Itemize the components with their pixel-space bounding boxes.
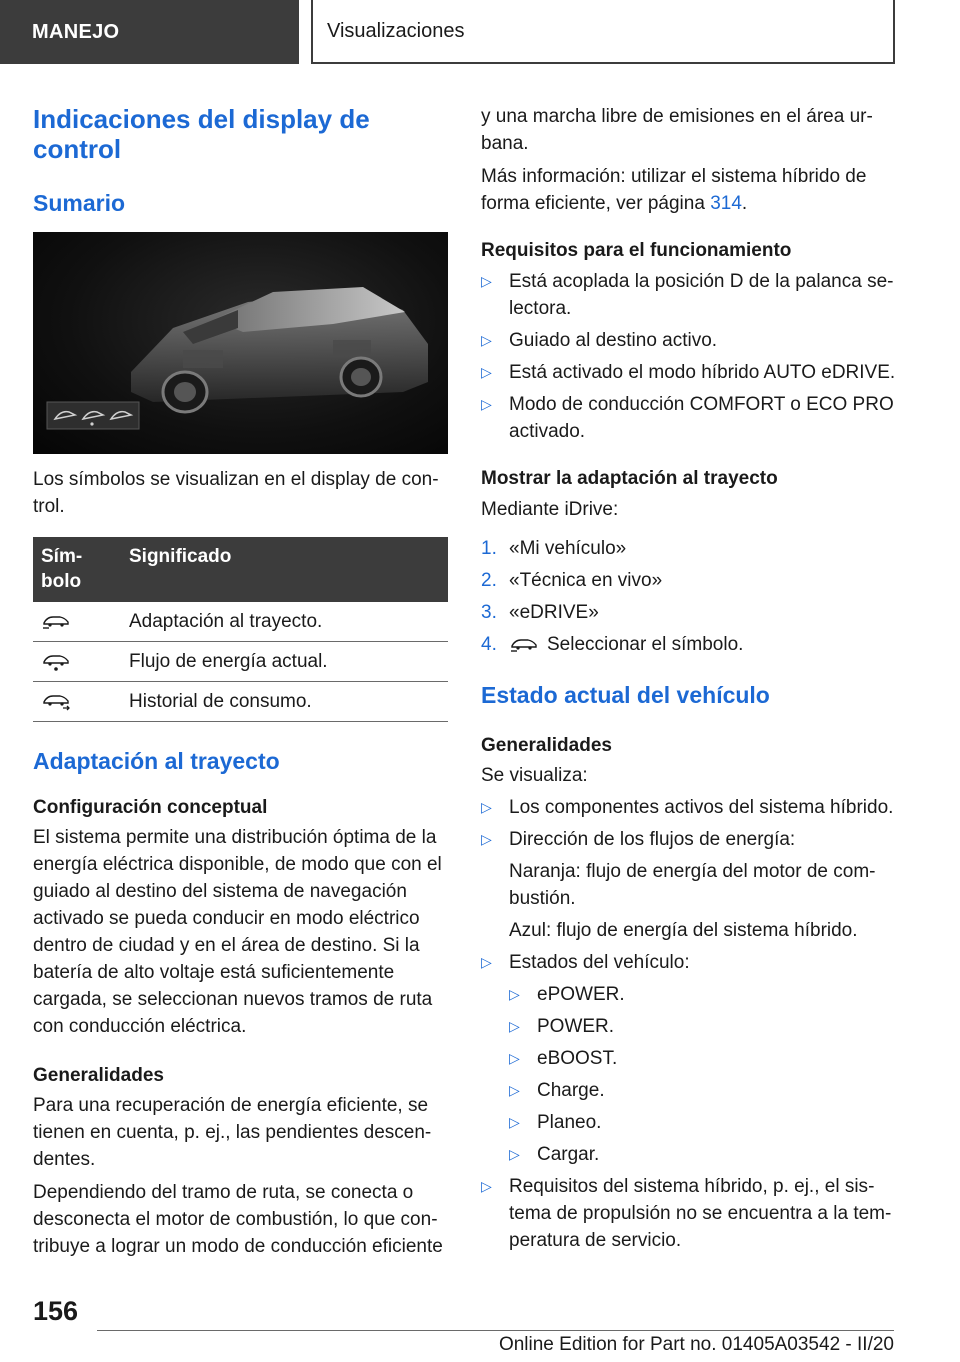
table-row bbox=[33, 642, 448, 682]
page-title: Indicaciones del display de control bbox=[33, 104, 370, 164]
list-item: ▷ Charge. bbox=[509, 1077, 901, 1104]
status-list bbox=[481, 794, 901, 1254]
table-header-row bbox=[33, 537, 448, 602]
adaptation-heading: Adaptación al trayecto bbox=[33, 748, 280, 774]
row-meaning: Historial de consumo. bbox=[121, 682, 448, 722]
consumption-history-icon bbox=[41, 693, 71, 711]
states-list bbox=[509, 981, 901, 1168]
list-item: ▷ Está acoplada la posición D de la palanca selectora. bbox=[481, 268, 901, 322]
table-row bbox=[33, 682, 448, 722]
section-tab bbox=[0, 0, 299, 64]
car-illustration-icon bbox=[33, 232, 448, 454]
flow-blue: Azul: flujo de energía del sistema híbrido. bbox=[509, 920, 858, 941]
page-number: 156 bbox=[33, 1296, 79, 1326]
page-link[interactable]: 314 bbox=[710, 193, 742, 214]
list-item: ▷ Guiado al destino activo. bbox=[481, 327, 901, 354]
chapter-tab bbox=[311, 0, 895, 64]
table-row bbox=[33, 602, 448, 642]
row-meaning: Adaptación al trayecto. bbox=[121, 602, 448, 642]
energy-flow-icon bbox=[41, 653, 71, 671]
list-item: 4. Seleccionar el símbolo. bbox=[481, 634, 744, 655]
right-column bbox=[481, 103, 901, 1254]
list-item: ▷ Estados del vehículo: ▷ ePOWER. ▷ POWER. ▷ eBOOST. ▷ Charge. ▷ Planeo. ▷ Cargar. bbox=[481, 949, 901, 1168]
list-item: ▷ Modo de conducción COMFORT o ECO PRO activado. bbox=[481, 391, 901, 445]
section-title: MANEJO bbox=[32, 21, 120, 43]
status-intro: Se visualiza: bbox=[481, 765, 588, 786]
general-text-2: Dependiendo del tramo de ruta, se conecta o desconecta el motor de combustión, lo que contribuye a lograr un modo de conducción eficiente bbox=[33, 1182, 443, 1257]
status-heading: Estado actual del vehículo bbox=[481, 682, 770, 708]
general-heading: Generalidades bbox=[33, 1065, 164, 1086]
row-meaning: Flujo de energía actual. bbox=[121, 642, 448, 682]
column-header-meaning: Significado bbox=[121, 537, 448, 602]
steps-list bbox=[481, 535, 901, 658]
left-column bbox=[33, 100, 448, 1260]
show-intro: Mediante iDrive: bbox=[481, 499, 619, 520]
continued-text: y una marcha libre de emisiones en el área urbana. bbox=[481, 106, 873, 154]
list-item: ▷ eBOOST. bbox=[509, 1045, 901, 1072]
summary-heading: Sumario bbox=[33, 190, 126, 216]
chapter-title: Visualizaciones bbox=[327, 20, 465, 42]
list-item: ▷ Está activado el modo híbrido AUTO eDRIVE. bbox=[481, 359, 901, 386]
list-item: ▷ ePOWER. bbox=[509, 981, 901, 1008]
concept-text: El sistema permite una distribución óptima de la energía eléctrica disponible, de modo que con el guiado al destino del sistema de navegación activado se pueda conducir en modo eléctrico dentro de ciudad y en el área de destino. Si la batería de alto voltaje está suficientemente cargada, se seleccionan nuevos tramos de ruta con conducción eléctrica. bbox=[33, 827, 442, 1037]
general-text-1: Para una recuperación de energía eficiente, se tienen en cuenta, p. ej., las pendientes descendentes. bbox=[33, 1095, 432, 1170]
list-item: ▷ POWER. bbox=[509, 1013, 901, 1040]
column-header-symbol: Símbolo bbox=[33, 537, 121, 602]
list-item: 3. «eDRIVE» bbox=[481, 602, 599, 623]
photo-caption: Los símbolos se visualizan en el display de control. bbox=[33, 469, 439, 517]
requirements-heading: Requisitos para el funcionamiento bbox=[481, 240, 792, 261]
concept-heading: Configuración conceptual bbox=[33, 797, 268, 818]
edition-line: Online Edition for Part no. 01405A03542 - II/20 bbox=[498, 1334, 894, 1355]
route-adaptation-icon bbox=[41, 614, 71, 630]
list-item: ▷ Cargar. bbox=[509, 1141, 901, 1168]
list-item: ▷ Dirección de los flujos de energía: Naranja: flujo de energía del motor de combustión. Azul: flujo de energía del sistema híbrido. bbox=[481, 826, 901, 944]
list-item: ▷ Los componentes activos del sistema híbrido. bbox=[481, 794, 901, 821]
status-general-heading: Generalidades bbox=[481, 735, 612, 756]
flow-orange: Naranja: flujo de energía del motor de combustión. bbox=[509, 861, 876, 909]
list-item: ▷ Requisitos del sistema híbrido, p. ej., el sistema de propulsión no se encuentra a la temperatura de servicio. bbox=[481, 1173, 901, 1254]
route-adaptation-icon bbox=[509, 637, 539, 653]
requirements-list bbox=[481, 268, 901, 445]
list-item: 2. «Técnica en vivo» bbox=[481, 570, 663, 591]
car-display-photo bbox=[33, 232, 448, 454]
list-item: 1. «Mi vehículo» bbox=[481, 538, 627, 559]
list-item: ▷ Planeo. bbox=[509, 1109, 901, 1136]
show-heading: Mostrar la adaptación al trayecto bbox=[481, 468, 778, 489]
more-info-text: Más información: utilizar el sistema híbrido de forma eficiente, ver página 314. bbox=[481, 166, 867, 214]
symbol-table bbox=[33, 537, 448, 722]
